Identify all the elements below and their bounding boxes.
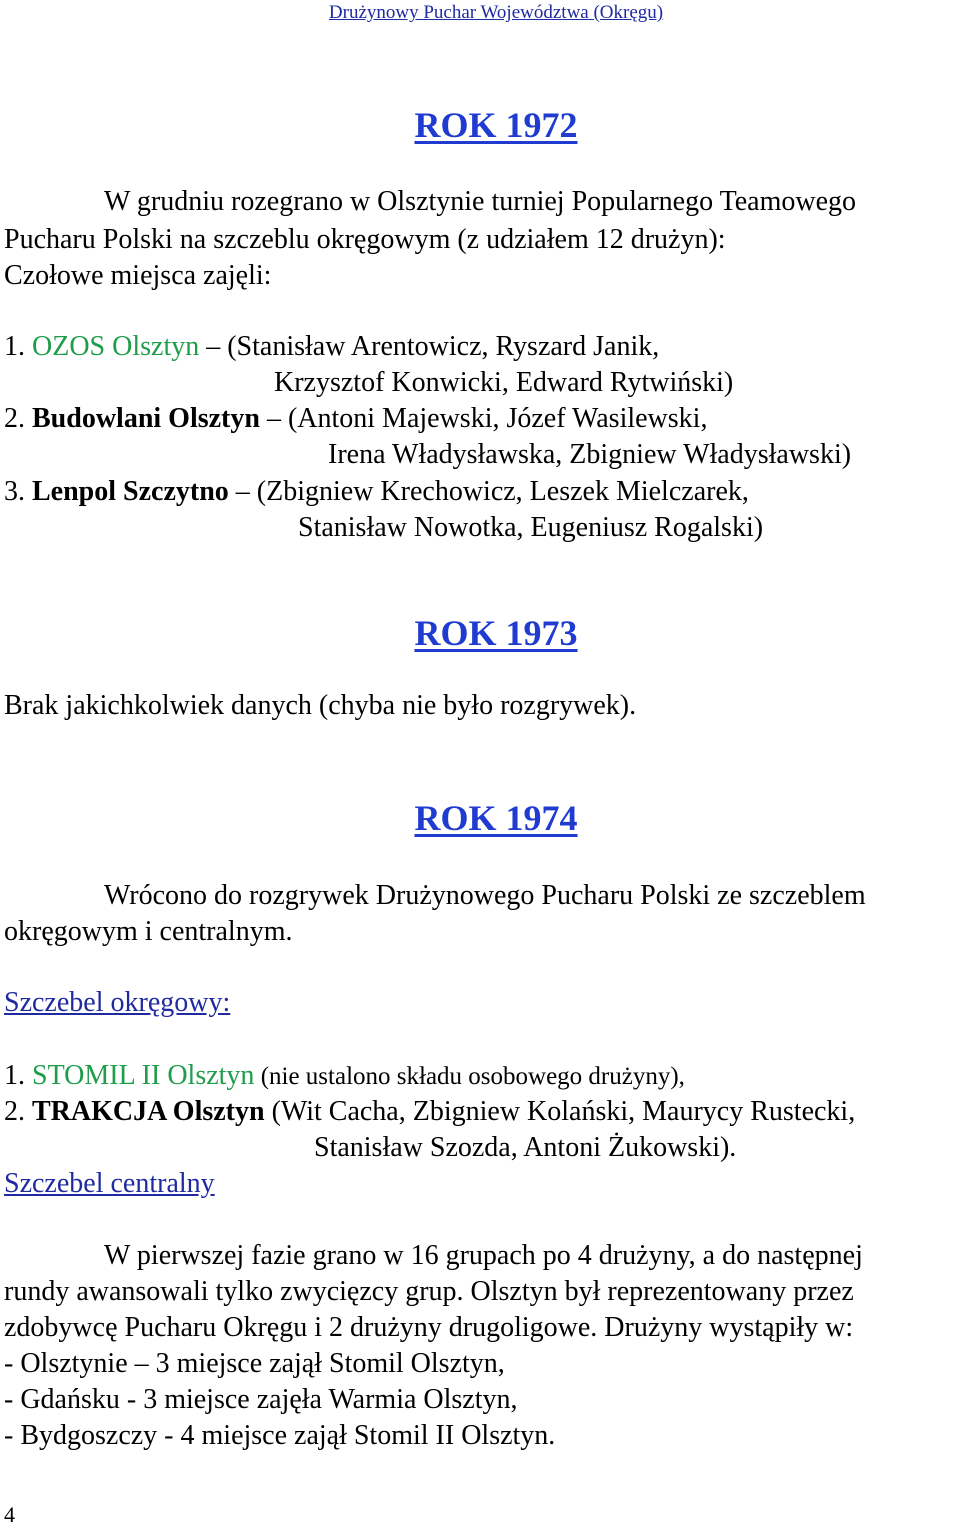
result-number: 1. bbox=[4, 331, 25, 362]
intro-1972-line-1: W grudniu rozegrano w Olsztynie turniej Popularnego Teamowego bbox=[104, 186, 857, 217]
team-name: TRAKCJA Olsztyn bbox=[32, 1096, 265, 1127]
result-1972-2 bbox=[4, 403, 707, 435]
result-1972-1-players-line-2: Krzysztof Konwicki, Edward Rytwiński) bbox=[274, 367, 734, 398]
regional-result-1 bbox=[4, 1060, 685, 1093]
result-number: 2. bbox=[4, 1096, 25, 1127]
result-note: (nie ustalono składu osobowego drużyny), bbox=[254, 1063, 685, 1090]
central-text-line-4: - Olsztynie – 3 miejsce zajął Stomil Olsztyn, bbox=[4, 1348, 505, 1379]
text-1973: Brak jakichkolwiek danych (chyba nie było rozgrywek). bbox=[4, 690, 637, 721]
section-title-1973: ROK 1973 bbox=[414, 613, 578, 653]
dash: – bbox=[259, 403, 288, 434]
page-number: 4 bbox=[4, 1502, 15, 1527]
team-name: OZOS Olsztyn bbox=[32, 331, 200, 362]
dash: – bbox=[199, 331, 228, 362]
regional-result-2-players-line-2: Stanisław Szozda, Antoni Żukowski). bbox=[314, 1132, 737, 1163]
central-text-line-2: rundy awansowali tylko zwycięzcy grup. Olsztyn był reprezentowany przez bbox=[4, 1276, 854, 1307]
section-title-1972: ROK 1972 bbox=[414, 105, 578, 145]
section-title-1974: ROK 1974 bbox=[414, 798, 578, 838]
team-name: Lenpol Szczytno bbox=[32, 476, 229, 507]
intro-1972-line-2: Pucharu Polski na szczeblu okręgowym (z udziałem 12 drużyn): bbox=[4, 224, 726, 255]
players-line-1: (Antoni Majewski, Józef Wasilewski, bbox=[287, 403, 708, 434]
players-line-1: (Wit Cacha, Zbigniew Kolański, Maurycy Rustecki, bbox=[264, 1096, 856, 1127]
result-number: 1. bbox=[4, 1060, 25, 1091]
result-number: 3. bbox=[4, 476, 25, 507]
regional-heading: Szczebel okręgowy: bbox=[4, 987, 231, 1018]
team-name: Budowlani Olsztyn bbox=[32, 403, 260, 434]
running-header: Drużynowy Puchar Województwa (Okręgu) bbox=[328, 2, 664, 23]
regional-result-2 bbox=[4, 1096, 855, 1128]
team-name: STOMIL II Olsztyn bbox=[32, 1060, 255, 1091]
intro-1972-line-3: Czołowe miejsca zajęli: bbox=[4, 260, 272, 291]
central-heading: Szczebel centralny bbox=[4, 1168, 215, 1199]
result-1972-3-players-line-2: Stanisław Nowotka, Eugeniusz Rogalski) bbox=[298, 512, 764, 543]
players-line-1: (Stanisław Arentowicz, Ryszard Janik, bbox=[227, 331, 660, 362]
result-1972-3 bbox=[4, 476, 749, 508]
result-1972-1 bbox=[4, 331, 659, 363]
dash: – bbox=[228, 476, 257, 507]
central-text-line-6: - Bydgoszczy - 4 miejsce zajął Stomil II Olsztyn. bbox=[4, 1420, 556, 1451]
players-line-1: (Zbigniew Krechowicz, Leszek Mielczarek, bbox=[256, 476, 749, 507]
central-text-line-5: - Gdańsku - 3 miejsce zajęła Warmia Olsztyn, bbox=[4, 1384, 518, 1415]
central-text-line-3: zdobywcę Pucharu Okręgu i 2 drużyny drugoligowe. Drużyny wystąpiły w: bbox=[4, 1312, 854, 1343]
result-1972-2-players-line-2: Irena Władysławska, Zbigniew Władysławski) bbox=[328, 439, 852, 470]
central-text-line-1: W pierwszej fazie grano w 16 grupach po 4 drużyny, a do następnej bbox=[104, 1240, 863, 1271]
result-number: 2. bbox=[4, 403, 25, 434]
intro-1974-line-2: okręgowym i centralnym. bbox=[4, 916, 293, 947]
intro-1974-line-1: Wrócono do rozgrywek Drużynowego Pucharu Polski ze szczeblem bbox=[104, 880, 866, 911]
